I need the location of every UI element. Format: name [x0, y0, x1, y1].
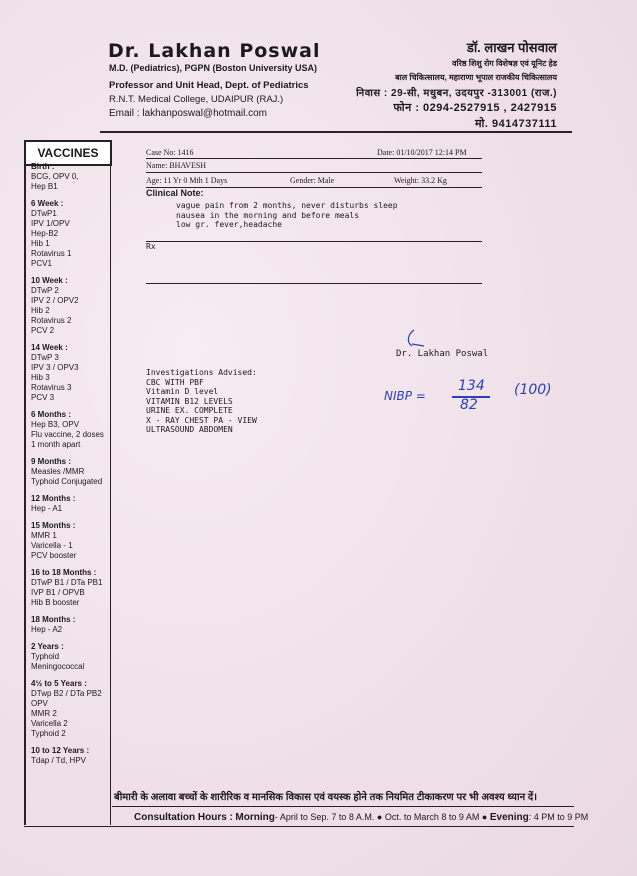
handwritten-nibp-label: NIBP = — [384, 389, 426, 403]
vaccine-group-title: 10 Week : — [31, 276, 68, 285]
form-line-4 — [146, 241, 482, 242]
vaccine-group — [31, 199, 113, 269]
vaccine-item: Typhoid Conjugated — [31, 477, 103, 486]
case-number: Case No: 1416 — [146, 148, 194, 157]
vaccine-item: Tdap / Td, HPV — [31, 756, 86, 765]
form-line-1 — [146, 158, 482, 159]
vaccine-item: Hib 2 — [31, 306, 50, 315]
vaccine-item: IVP B1 / OPVB — [31, 588, 85, 597]
vaccine-item: PCV 2 — [31, 326, 55, 335]
morning-label: Morning — [235, 812, 275, 823]
vaccine-item: Hep B1 — [31, 182, 58, 191]
signature-name: Dr. Lakhan Poswal — [396, 349, 489, 359]
vaccine-item: DTwP 2 — [31, 286, 59, 295]
handwritten-systolic: 134 — [458, 378, 485, 394]
vaccine-group-title: 18 Months : — [31, 615, 76, 624]
vaccine-item: IPV 3 / OPV3 — [31, 363, 79, 372]
hindi-mobile: मो. 9414737111 — [474, 118, 557, 130]
doctor-college: R.N.T. Medical College, UDAIPUR (RAJ.) — [109, 94, 284, 105]
footer-hindi-note: बीमारी के अलावा बच्चों के शारीरिक व मानसिक विकास एवं वयस्क होने तक नियमित टीकाकरण पर भी अवश्य ध्यान दें। — [114, 792, 537, 803]
vaccine-item: DTwp B2 / DTa PB2 — [31, 689, 102, 698]
vaccine-item: IPV 2 / OPV2 — [31, 296, 79, 305]
vaccine-group — [31, 521, 113, 561]
consultation-label: Consultation Hours : — [134, 812, 233, 823]
hindi-address: निवास : 29-सी, मधुबन, उदयपुर -313001 (राज.) — [356, 88, 557, 99]
investigation-item: VITAMIN B12 LEVELS — [146, 396, 233, 406]
vaccine-group — [31, 457, 113, 487]
doctor-email: Email : lakhanposwal@hotmail.com — [109, 108, 267, 119]
vaccine-item: 1 month apart — [31, 440, 81, 449]
vaccine-group-title: 6 Months : — [31, 410, 71, 419]
vaccine-item: MMR 1 — [31, 531, 57, 540]
vaccine-item: PCV 3 — [31, 393, 55, 402]
morning-hours-1: - April to Sep. 7 to 8 A.M. ● — [274, 812, 383, 822]
vaccine-item: Rotavirus 2 — [31, 316, 72, 325]
vaccine-item: MMR 2 — [31, 709, 57, 718]
doctor-degree: M.D. (Pediatrics), PGPN (Boston University USA) — [109, 63, 318, 73]
vaccine-item: Hep-B2 — [31, 229, 59, 238]
vaccine-group — [31, 746, 113, 766]
hindi-hospital: बाल चिकित्सालय, महाराणा भूपाल राजकीय चिकित्सालय — [395, 73, 557, 82]
vaccine-item: Hib 1 — [31, 239, 50, 248]
investigations-block — [146, 368, 257, 435]
clinical-note-line: nausea in the morning and before meals — [176, 210, 360, 220]
investigation-item: ULTRASOUND ABDOMEN — [146, 425, 233, 434]
vaccine-group — [31, 410, 113, 450]
form-line-5 — [146, 283, 482, 284]
vaccine-group-title: 12 Months : — [31, 494, 76, 503]
vaccine-group-title: 9 Months : — [31, 457, 71, 466]
investigation-item: CBC WITH PBF — [146, 377, 204, 387]
vaccines-left-border — [24, 160, 26, 825]
footer-divider-top — [112, 806, 574, 807]
handwritten-diastolic: 82 — [460, 397, 478, 413]
vaccine-group — [31, 343, 113, 403]
vaccine-item: Rotavirus 3 — [31, 383, 72, 392]
vaccine-item: Meningococcal — [31, 662, 85, 671]
rx-label: Rx — [146, 242, 156, 251]
vaccine-item: Varicella 2 — [31, 719, 68, 728]
vaccine-item: Hep B3, OPV — [31, 420, 80, 429]
hindi-doctor-name: डॉ. लाखन पोसवाल — [466, 40, 557, 55]
vaccine-item: OPV — [31, 699, 48, 708]
hindi-phone: फोन : 0294-2527915 , 2427915 — [393, 102, 557, 114]
vaccine-group — [31, 615, 113, 635]
clinical-note-label: Clinical Note: — [146, 188, 204, 198]
vaccine-group-title: 15 Months : — [31, 521, 76, 530]
consultation-hours — [134, 812, 588, 823]
vaccine-group — [31, 276, 113, 336]
vaccine-item: PCV booster — [31, 551, 77, 560]
vaccine-item: Hib B booster — [31, 598, 80, 607]
patient-age: Age: 11 Yr 0 Mth 1 Days — [146, 176, 228, 185]
vaccine-item: PCV1 — [31, 259, 52, 268]
evening-label: Evening — [489, 812, 529, 823]
clinical-note-line: vague pain from 2 months, never disturbs sleep — [176, 201, 398, 210]
patient-gender: Gender: Male — [290, 176, 335, 185]
vaccine-item: Hib 3 — [31, 373, 50, 382]
morning-hours-2: Oct. to March 8 to 9 AM ● — [384, 812, 488, 822]
investigation-item: URINE EX. COMPLETE — [146, 406, 233, 415]
vaccine-item: Flu vaccine, 2 doses — [31, 430, 104, 439]
vaccine-group — [31, 642, 113, 672]
vaccine-item: Rotavirus 1 — [31, 249, 72, 258]
header-divider — [100, 131, 572, 133]
investigation-item: Vitamin D level — [146, 387, 219, 396]
doctor-name: Dr. Lakhan Poswal — [108, 40, 321, 62]
vaccine-item: DTwP1 — [31, 209, 57, 218]
clinical-notes — [176, 201, 398, 230]
vaccine-item: Hep - A2 — [31, 625, 63, 634]
vaccine-item: Typhoid — [31, 652, 60, 661]
vaccine-item: DTwP B1 / DTa PB1 — [31, 578, 103, 587]
patient-name: Name: BHAVESH — [146, 161, 207, 170]
vaccine-group — [31, 568, 113, 608]
vaccines-title: VACCINES — [24, 140, 112, 166]
vaccine-group — [31, 494, 113, 514]
vaccine-group — [31, 679, 113, 739]
vaccine-item: Hep - A1 — [31, 504, 63, 513]
investigation-item: X - RAY CHEST PA - VIEW — [146, 415, 257, 425]
vaccine-item: IPV 1/OPV — [31, 219, 70, 228]
vaccine-group-title: 16 to 18 Months : — [31, 568, 97, 577]
vaccine-item: Measles /MMR — [31, 467, 85, 476]
footer-divider-bottom — [24, 826, 574, 827]
investigations-label: Investigations Advised: — [146, 368, 257, 377]
vaccine-group-title: 4½ to 5 Years : — [31, 679, 87, 688]
hindi-title: वरिष्ठ शिशु रोग विशेषज्ञ एवं यूनिट हेड — [452, 59, 557, 68]
handwritten-pulse: (100) — [514, 382, 552, 398]
vaccine-item: Typhoid 2 — [31, 729, 66, 738]
vaccine-group-title: 14 Week : — [31, 343, 68, 352]
doctor-position: Professor and Unit Head, Dept. of Pediatrics — [109, 80, 309, 91]
visit-date: Date: 01/10/2017 12:14 PM — [377, 148, 467, 157]
doctor-signature — [400, 326, 440, 350]
vaccine-item: BCG, OPV 0, — [31, 172, 79, 181]
vaccine-group-title: 2 Years : — [31, 642, 64, 651]
vaccine-group — [31, 162, 113, 192]
vaccine-schedule — [31, 162, 113, 773]
vaccine-group-title: 6 Week : — [31, 199, 64, 208]
patient-weight: Weight: 33.2 Kg — [394, 176, 447, 185]
evening-hours: : 4 PM to 9 PM — [528, 812, 589, 822]
vaccine-group-title: Birth : — [31, 162, 55, 171]
vaccine-item: Varicella - 1 — [31, 541, 73, 550]
clinical-note-line: low gr. fever,headache — [176, 220, 282, 229]
vaccine-item: DTwP 3 — [31, 353, 59, 362]
form-line-2 — [146, 172, 482, 173]
vaccine-group-title: 10 to 12 Years : — [31, 746, 90, 755]
